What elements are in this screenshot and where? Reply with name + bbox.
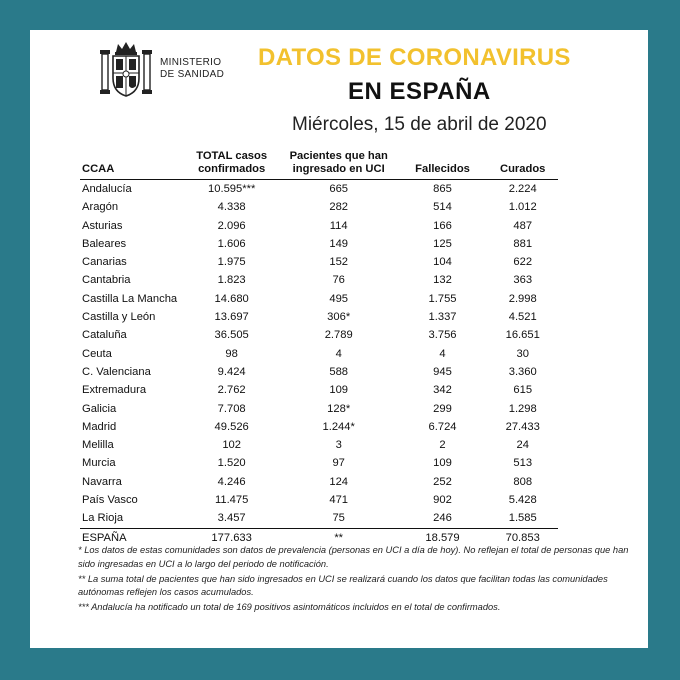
confirmed-cases: 102 [222, 439, 241, 452]
table-row [80, 253, 558, 271]
recovered: 2.224 [508, 183, 537, 195]
total-confirmed: 177.633 [184, 528, 280, 548]
confirmed-cases: 1.975 [217, 256, 246, 269]
recovered: 5.428 [508, 494, 537, 507]
confirmed-cases: 3.457 [217, 512, 246, 525]
region-name: Castilla La Mancha [82, 292, 178, 305]
report-date: Miércoles, 15 de abril de 2020 [292, 114, 547, 135]
region-name: Madrid [82, 420, 117, 433]
deaths: 6.724 [428, 420, 457, 433]
confirmed-cases: 4.246 [217, 475, 246, 488]
table-row [80, 363, 558, 381]
recovered: 3.360 [508, 365, 537, 378]
recovered: 1.585 [508, 512, 537, 525]
icu-patients: 97 [332, 457, 345, 470]
table-row [80, 217, 558, 235]
recovered: 363 [513, 274, 533, 287]
recovered: 4.521 [508, 311, 537, 324]
table-row [80, 418, 558, 436]
confirmed-cases: 9.424 [217, 365, 246, 378]
icu-patients: 3 [335, 439, 342, 452]
region-name: Galicia [82, 402, 117, 415]
confirmed-cases: 36.505 [214, 329, 249, 342]
region-name: Cantabria [82, 274, 131, 287]
recovered: 881 [513, 237, 533, 250]
icu-patients: 114 [329, 219, 348, 232]
recovered: 24 [516, 439, 529, 452]
recovered: 622 [513, 256, 533, 269]
table-row [80, 400, 558, 418]
deaths: 3.756 [428, 329, 457, 342]
icu-patients: 282 [329, 201, 349, 214]
icu-patients: 128* [327, 402, 351, 415]
deaths: 166 [433, 219, 452, 232]
recovered: 27.433 [505, 420, 540, 433]
total-label: ESPAÑA [80, 528, 184, 548]
table-row [80, 235, 558, 253]
ministry-line-2: DE SANIDAD [160, 69, 225, 80]
region-name: Aragón [82, 201, 119, 214]
table-row [80, 509, 558, 528]
deaths: 2 [439, 439, 446, 452]
table-row [80, 198, 558, 216]
confirmed-cases: 4.338 [217, 201, 246, 214]
deaths: 342 [433, 384, 452, 397]
recovered: 16.651 [505, 329, 540, 342]
table-row [80, 271, 558, 289]
total-icu: ** [280, 528, 398, 548]
region-name: Cataluña [82, 329, 127, 342]
icu-patients: 149 [329, 237, 349, 250]
region-name: Canarias [82, 256, 127, 269]
covid-data-table [80, 148, 558, 548]
icu-patients: 471 [329, 494, 349, 507]
table-row [80, 454, 558, 472]
recovered: 30 [516, 347, 529, 360]
icu-patients: 1.244* [322, 420, 355, 433]
region-name: Castilla y León [82, 311, 156, 324]
recovered: 808 [513, 475, 533, 488]
deaths: 945 [433, 365, 452, 378]
table-header-row [80, 148, 558, 180]
column-header-ccaa: CCAA [80, 148, 184, 180]
deaths: 865 [433, 183, 452, 195]
confirmed-cases: 2.096 [217, 219, 246, 232]
region-name: Extremadura [82, 384, 147, 397]
recovered: 1.012 [508, 201, 537, 214]
confirmed-cases: 11.475 [214, 494, 249, 507]
recovered: 513 [513, 457, 533, 470]
ministry-name [160, 57, 224, 81]
table-row [80, 326, 558, 344]
table-row [80, 180, 558, 199]
icu-patients: 4 [335, 347, 342, 360]
region-name: Melilla [82, 439, 114, 452]
confirmed-cases: 13.697 [214, 311, 249, 324]
table-row [80, 290, 558, 308]
table-body [80, 180, 558, 529]
icu-patients: 495 [329, 292, 349, 305]
column-header-deaths: Fallecidos [398, 148, 488, 180]
confirmed-cases: 14.680 [214, 292, 249, 305]
region-name: C. Valenciana [82, 365, 151, 378]
deaths: 125 [433, 237, 452, 250]
region-name: Murcia [82, 457, 116, 470]
confirmed-cases: 1.606 [217, 237, 246, 250]
ministry-logo [100, 40, 224, 98]
confirmed-cases: 10.595*** [208, 183, 256, 195]
icu-patients: 76 [332, 274, 345, 287]
deaths: 1.755 [428, 292, 457, 305]
total-recovered: 70.853 [487, 528, 558, 548]
footnotes [78, 544, 633, 616]
recovered: 1.298 [508, 402, 537, 415]
deaths: 1.337 [428, 311, 457, 324]
region-name: Navarra [82, 475, 122, 488]
confirmed-cases: 2.762 [217, 384, 246, 397]
page-title-line-2: EN ESPAÑA [348, 78, 491, 105]
region-name: Ceuta [82, 347, 112, 360]
table-row [80, 473, 558, 491]
footnote-1: * Los datos de estas comunidades son datos de prevalencia (personas en UCI a día de hoy). No reflejan el total de personas que han sido ingresadas en UCI a lo largo del periodo de notificación. [78, 545, 629, 569]
deaths: 514 [433, 201, 452, 214]
ministry-line-1: MINISTERIO [160, 57, 222, 68]
spain-coat-of-arms-icon [100, 40, 152, 98]
recovered: 615 [513, 384, 533, 397]
icu-patients: 306* [327, 311, 351, 324]
confirmed-cases: 1.520 [217, 457, 246, 470]
column-header-recovered: Curados [487, 148, 558, 180]
page-title-line-1: DATOS DE CORONAVIRUS [258, 44, 571, 71]
region-name: La Rioja [82, 512, 124, 525]
total-deaths: 18.579 [398, 528, 488, 548]
icu-patients: 665 [329, 183, 349, 195]
confirmed-cases: 49.526 [214, 420, 249, 433]
icu-patients: 75 [332, 512, 345, 525]
deaths: 252 [433, 475, 452, 488]
table-row [80, 308, 558, 326]
table-row [80, 436, 558, 454]
deaths: 132 [433, 274, 452, 287]
table-row [80, 381, 558, 399]
confirmed-cases: 7.708 [217, 402, 246, 415]
icu-patients: 588 [329, 365, 349, 378]
confirmed-cases: 1.823 [217, 274, 246, 287]
footnote-3: *** Andalucía ha notificado un total de 169 positivos asintomáticos incluidos en el total de confirmados. [78, 602, 501, 613]
deaths: 246 [433, 512, 452, 525]
footnote-2: ** La suma total de pacientes que han sido ingresados en UCI se realizará cuando los datos que facilitan todas las comunidades autónomas reflejen los casos acumulados. [78, 573, 608, 598]
region-name: Baleares [82, 237, 127, 250]
region-name: Andalucía [82, 183, 132, 195]
deaths: 902 [433, 494, 452, 507]
recovered: 487 [513, 219, 533, 232]
icu-patients: 152 [329, 256, 349, 269]
column-header-total-confirmed: TOTAL casos confirmados [184, 148, 280, 180]
icu-patients: 109 [329, 384, 349, 397]
confirmed-cases: 98 [225, 347, 238, 360]
table-row [80, 345, 558, 363]
icu-patients: 2.789 [324, 329, 353, 342]
infographic-card [30, 30, 648, 648]
recovered: 2.998 [508, 292, 537, 305]
table-row [80, 491, 558, 509]
region-name: País Vasco [82, 494, 138, 507]
deaths: 299 [433, 402, 452, 415]
deaths: 4 [439, 347, 446, 360]
icu-patients: 124 [329, 475, 349, 488]
region-name: Asturias [82, 219, 123, 232]
deaths: 104 [433, 256, 452, 269]
deaths: 109 [433, 457, 452, 470]
column-header-icu: Pacientes que han ingresado en UCI [280, 148, 398, 180]
